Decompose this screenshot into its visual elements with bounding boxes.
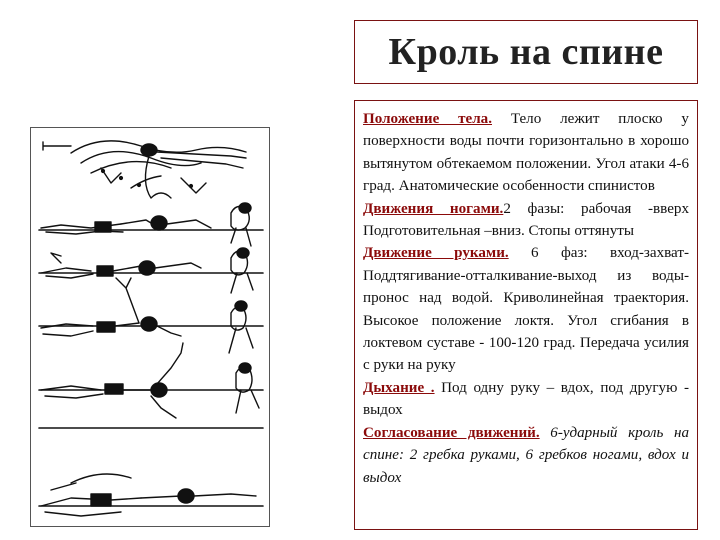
heading-leg-movement: Движения ногами.: [363, 200, 504, 217]
text-breathing: Под одну руку – вдох, под другую - выдох: [363, 379, 690, 419]
title-box: [354, 20, 698, 84]
swimmer-row-5: [41, 343, 259, 418]
heading-arm-movement: Движение руками.: [363, 245, 509, 262]
text-arm-movement: 6 фаз: вход-захват-Поддтягивание-отталкивание-выход из воды-пронос над водой. Криволинейная траектория. Высокое положение локтя. Угол сгибания в локтевом суставе - 100-120 град. Передача усилия с руки на руку: [363, 245, 689, 374]
swimmer-row-4: [41, 278, 253, 353]
section-coordination: [363, 422, 689, 489]
swimmer-drawing: [31, 128, 270, 527]
heading-coordination: Согласование движений.: [363, 424, 540, 441]
swimmer-illustration: [30, 127, 270, 527]
swimmer-row-2: [41, 203, 251, 246]
stroke-trajectory-figure: [43, 141, 246, 198]
text-leg-movement: 2 фазы: рабочая -вверх Подготовительная –вниз. Стопы оттянуты: [363, 200, 690, 240]
swimmer-row-6: [41, 474, 256, 516]
section-breathing: [363, 377, 689, 422]
heading-breathing: Дыхание .: [363, 379, 435, 396]
content-box: [354, 100, 698, 530]
page-title: Кроль на спине: [388, 31, 664, 73]
heading-body-position: Положение тела.: [363, 111, 492, 127]
text-body-position: Тело лежит плоско у поверхности воды почти горизонтально в хорошо вытянутом обтекаемом положении. Угол атаки 4-6 град. Анатомические особенности спинистов: [363, 111, 689, 195]
text-coordination: 6-ударный кроль на спине: 2 гребка руками, 6 гребков ногами, вдох и выдох: [363, 424, 689, 486]
section-leg-movement: [363, 198, 689, 243]
section-arm-movement: [363, 242, 689, 376]
swimmer-row-3: [41, 248, 253, 293]
section-body-position: [363, 108, 689, 198]
